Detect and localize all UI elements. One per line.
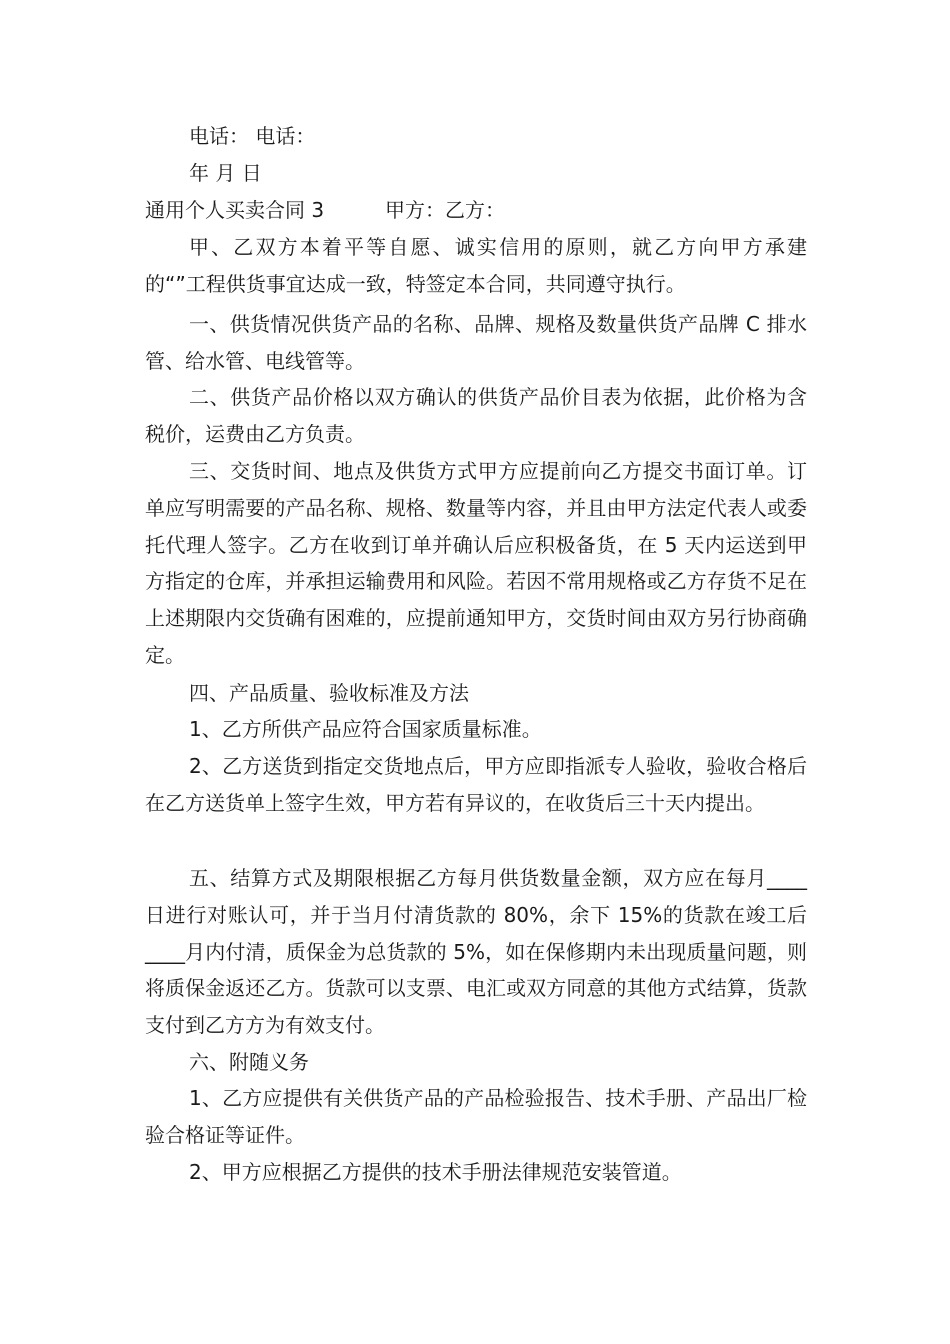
section-1-paragraph: 一、供货情况供货产品的名称、品牌、规格及数量供货产品牌 C 排水管、给水管、电线管等。: [145, 312, 807, 373]
section-4-heading: 四、产品质量、验收标准及方法: [189, 681, 469, 705]
section-4-item-2: 2、乙方送货到指定交货地点后，甲方应即指派专人验收，验收合格后在乙方送货单上签字生效，甲方若有异议的，在收货后三十天内提出。: [145, 754, 807, 815]
intro-paragraph: 甲、乙双方本着平等自愿、诚实信用的原则，就乙方向甲方承建的“”工程供货事宜达成一致，特签定本合同，共同遵守执行。: [145, 235, 807, 296]
section-4-item-1: 1、乙方所供产品应符合国家质量标准。: [189, 717, 542, 741]
parties-line: 甲方：乙方：: [385, 198, 505, 222]
date-line: 年 月 日: [189, 161, 262, 185]
section-2-paragraph: 二、供货产品价格以双方确认的供货产品价目表为依据，此价格为含税价，运费由乙方负责。: [145, 385, 807, 446]
section-3-paragraph: 三、交货时间、地点及供货方式甲方应提前向乙方提交书面订单。订单应写明需要的产品名称、规格、数量等内容，并且由甲方法定代表人或委托代理人签字。乙方在收到订单并确认后应积极备货，在 5 天内运送到甲方指定的仓库，并承担运输费用和风险。若因不常用规格或乙方存货不足在上述期限内交货确有困难的，应提前通知甲方，交货时间由双方另行协商确定。: [145, 459, 807, 667]
section-6-item-1: 1、乙方应提供有关供货产品的产品检验报告、技术手册、产品出厂检验合格证等证件。: [145, 1086, 807, 1147]
section-5-paragraph: 五、结算方式及期限根据乙方每月供货数量金额，双方应在每月____日进行对账认可，并于当月付清货款的 80%，余下 15%的货款在竣工后____月内付清，质保金为总货款的 5%，如在保修期内未出现质量问题，则将质保金返还乙方。货款可以支票、电汇或双方同意的其他方式结算，货款支付到乙方方为有效支付。: [145, 866, 807, 1038]
section-6-heading: 六、附随义务: [189, 1050, 309, 1074]
phone-line: 电话： 电话：: [189, 124, 316, 148]
contract-title: 通用个人买卖合同 3: [145, 198, 325, 222]
section-6-item-2: 2、甲方应根据乙方提供的技术手册法律规范安装管道。: [189, 1160, 682, 1184]
